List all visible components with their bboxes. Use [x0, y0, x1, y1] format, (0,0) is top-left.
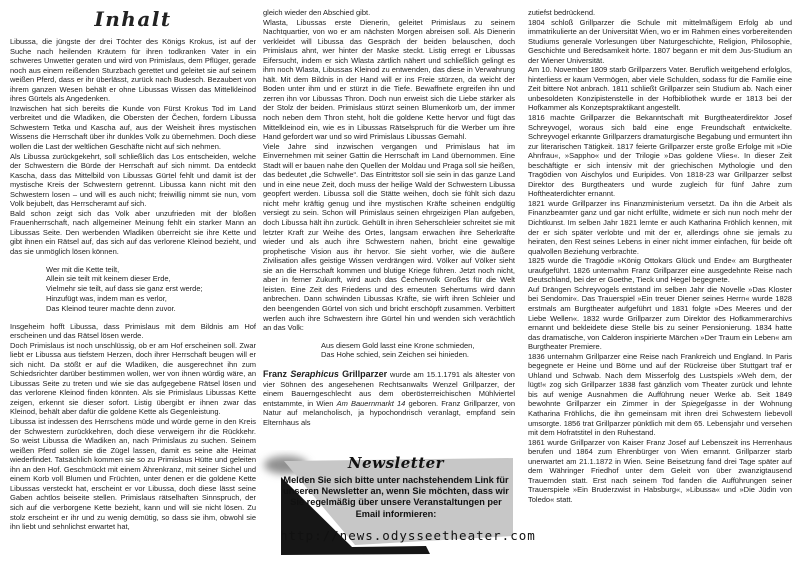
paragraph: 1861 wurde Grillparzer von Kaiser Franz Josef auf Lebenszeit ins Herrenhaus berufen und 1864 zum Ehrenbürger von Wien ernannt. Grillparzer starb unerwartet am 21.1.1872 in Wien. Seine Beisetzung fand drei Tage später auf dem Währinger Friedhof unter dem Geleit von über zwanzigtausend Trauernden statt. Erst nach seinem Tod fanden die Aufführungen seiner Trauerspiele »Ein Bruderzwist in Habsburg«, »Libussa« und »Die Jüdin von Toledo« statt.: [528, 437, 792, 504]
bio-text-italic: Spiegelgasse: [681, 399, 727, 409]
paragraph: Viele Jahre sind inzwischen vergangen und Primislaus hat im Einvernehmen mit seiner Gattin die Herrschaft im Land übernommen. Eine Stadt will er bauen nahe den Quellen der Moldau und Praga soll sie heißen, das bedeutet „die Schwelle“. Das Eintrittstor soll sie sein in das ganze Land und in eine neue Zeit, doch muss der heilige Wald der Schwestern Libussa geopfert werden. Libussa soll die Stätte weihen, doch sie fühlt sich dazu nicht mehr kräftig genug und ihre mystischen Kräfte scheinen endgültig versiegt zu sein. Schon will Primislaus seinen ehrgeizigen Plan aufgeben, doch Libussa hält ihn zurück. Gehüllt in ihren Seherschleier schreitet sie mit letzter Kraft zur Weihe des Ortes, langsam erwachen ihre Seherkräfte wieder und als auch ihre Schwestern nahen, bricht eine gewaltige prophetische Vision aus ihr hervor. Sie sieht vorher, wie die äußere Zivilisation alles geistige Wissen verdrängen wird. Völker auf Völker sieht sie an die Herrschaft kommen und blutige Kriege führen. Jetzt noch nicht, aber in ferner Zukunft, wird auch das Čechenvolk Großes für die Welt leisten. Eine Zeit des Friedens und des erneuten Sehertums wird dann anbrechen. Dann schwinden Libussas Kräfte, sie wirft ihren Schleier und den beengenden Gürtel von sich und bricht erschöpft zusammen. Verbittert werfen auch ihre Schwestern ihre Gürtel hin und wenden sich verächtlich an das Volk:: [263, 141, 515, 333]
poem-line: Wer mit die Kette teilt,: [46, 264, 120, 274]
bio-text: in der Wohnung Katharina Fröhlichs, die ihn gemeinsam mit ihren drei Schwestern liebevoll umsorgte. 1856 trat Grillparzer pünktlich mit dem 65. Lebensjahr und versehen mit dem Hofratstitel in den Ruhestand.: [528, 399, 793, 438]
paragraph: Bald schon zeigt sich das Volk aber unzufrieden mit der bloßen Frauenherrschaft, nach allgemeiner Meinung fehlt ein starker Mann an Libussas Seite. Den werbenden Wladiken überreicht sie ihre Kette und gibt ihnen ein Rätsel auf, das sich auf das verlorene Kleinod bezieht, und das sie unmöglich lösen können.: [10, 208, 256, 257]
poem-line: Das Hohe schied, sein Zeichen sei hinieden.: [321, 350, 470, 360]
paragraph: Inzwischen hat sich bereits die Kunde von Fürst Krokus Tod im Land verbreitet und die Wladiken, die Obersten der Čechen, fordern Libussa Schwestern Tetka und Kascha auf, aus der Weisheit ihres mystischen Wissens die Herrschaft über ihr dunkles Volk zu übernehmen. Doch diese wollen die Last der weltlichen Geschäfte nicht auf sich nehmen.: [10, 103, 256, 152]
bio-text: 1836 unternahm Grillparzer eine Reise nach Frankreich und England. In Paris begegnete er Heine und Börne und auf der Rückreise über Stuttgart traf er Uhland und Schwab. Nach dem Misserfolg des Lustspiels »Weh dem, der lügt!« zog sich Grillparzer 1838 fast gänzlich vom Theater zurück und lehnte bis auf wenige Ausnahmen die Aufführung neuer Werke ab. Seit 1849 bewohnte Grillparzer ein Zimmer in der: [528, 351, 792, 409]
bio-name-part: Grillparzer: [338, 369, 388, 380]
poem-line: Hinzufügt was, indem man es verlor,: [46, 293, 167, 303]
paragraph: 1825 wurde die Tragödie »König Ottokars Glück und Ende« am Burgtheater uraufgeführt. 1826 unternahm Franz Grillparzer eine ausgedehnte Reise nach Deutschland, bei der er Goethe, Tieck und Hegel begegnete.: [528, 256, 792, 285]
bio-text-italic: Am Bauernmarkt 14: [336, 398, 406, 408]
poem-line: Aus diesem Gold lasst eine Krone schmieden,: [321, 340, 475, 350]
paragraph: zutiefst bedrückend.: [528, 8, 596, 17]
poem-line: Allein sie teilt mit keinem dieser Erde,: [46, 274, 171, 284]
paragraph: Insgeheim hofft Libussa, dass Primislaus mit dem Bildnis am Hof erscheinen und das Rätsel lösen werde.: [10, 321, 256, 341]
newsletter-content: [280, 454, 536, 545]
paragraph: Am 10. November 1809 starb Grillparzers Vater. Beruflich weitgehend erfolglos, hinterliess er kaum Vermögen, aber viele Schulden, sodass für die Familie eine Zeit bittere Not anbrach. 1811 schließt Grillparzer sein Studium ab. Nach einer unbesoldeten Konzipistenstelle in der Hofbibliothek wurde er 1813 bei der Hofkammer als Konzeptspraktikant angestellt.: [528, 65, 792, 113]
paragraph: gleich wieder den Abschied gibt.: [263, 8, 371, 17]
poem-line: Vielmehr sie teilt, auf dass sie ganz erst werde;: [46, 284, 203, 294]
grillparzer-bio-intro: [263, 370, 515, 427]
bio-name-part: Seraphicus: [290, 369, 339, 380]
column-right: [528, 8, 792, 504]
paragraph: Als Libussa zurückgekehrt, soll schließlich das Los entscheiden, welche der Schwestern die Bürde der Herrschaft auf sich nimmt. Da entdeckt Kascha, dass das Mittelbild von Libussas Gürtel fehlt und damit ist der mystische Kreis der Schwestern getrennt. Libussa kann nicht mit den Schwestern losen – und will es auch nicht; freiwillig nimmt sie nun, vom Volk bejubelt, das Herrscheramt auf sich.: [10, 151, 256, 209]
bio-text: geboren. Franz Grillparzer, von Natur auf melancholisch, ja hypochondrisch veranlagt, empfand sein Elternhaus als: [263, 398, 515, 427]
paragraph: 1804 schloß Grillparzer die Schule mit mittelmäßigem Erfolg ab und immatrikulierte an der Universität Wien, wo er im Rahmen eines vorbereitenden Studiums generale Vorlesungen über Naturgeschichte, Religion, Philosophie, Geschichte und Beredsamkeit hörte. 1807 begann er mit dem Jus-Studium an der Wiener Universität.: [528, 17, 792, 65]
paragraph: Wlasta, Libussas erste Dienerin, geleitet Primislaus zu seinem Nachtquartier, von wo er am nächsten Morgen abreisen soll. Als Dienerin verkleidet will Libussa das Gespräch der beiden belauschen, doch Primislaus ahnt, wer hinter der Maske steckt. Listig erregt er Libussas Eifersucht, indem er sich Wlasta zärtlich nähert und schließlich gelingt es ihm noch Wlasta, Libussas Kleinod zu entwenden, das diese in Verwahrung hält. Mit dem Bildnis in der Hand will er ins Freie stürzen, da weicht der Boden unter ihm und er stürzt in die Tiefe. Bewaffnete ergreifen ihn und zerren ihn vor Libussas Thron. Doch nun erweist sich die Liebe stärker als der Stolz der beiden. Primislaus stürzt seinen Blumenkorb um, der immer noch neben dem Thron steht, holt die goldene Kette hervor und fügt das Mittelkleinod ein, wie es in Libussas Rätselspruch für die Werber um ihre Hand gefordert war und so wird Primislaus Libussas Gemahl.: [263, 17, 515, 142]
bio-text: wurde am 15.1.1791 als ältester von vier Söhnen des angesehenen Rechtsanwalts Wenzel Grillparzer, der einem Bauerngeschlecht aus dem oberösterreichischen Mühlviertel entstammte, in Wien: [263, 370, 515, 408]
paragraph: 1816 machte Grillparzer die Bekanntschaft mit Burgtheaterdirektor Josef Schreyvogel, woraus sich bald eine enge Freundschaft entwickelte. Schreyvogel erkannte Grillparzers dramaturgische Begabung und ermuntert ihn zur literarischen Tätigkeit. 1817 feierte Grillparzer erste große Erfolge mit »Die Ahnfrau«, »Sappho« und der Trilogie »Das goldene Vlies«. In dieser Zeit beschäftigte er sich intensiv mit der griechischen Mythologie und den Tragödien von Aischylos und Euripides. Von 1818-23 war Grillparzer selbst Direktor des Burgtheaters und wurde zugleich für fünf Jahre zum Hoftheaterdichter ernannt.: [528, 113, 792, 199]
paragraph: [528, 352, 792, 438]
page-title: Inhalt: [94, 7, 172, 31]
crown-poem: [321, 341, 515, 361]
paragraph: Libussa, die jüngste der drei Töchter des Königs Krokus, ist auf der Suche nach heilenden Kräutern für ihren todkranken Vater in ein schweres Unwetter geraten und wird von Primislaus, dem Pflüger, gerade noch aus einem reißenden Sturzbach gerettet und geleitet sie auf seinem weißen Pferd, dass er ihr überlässt, zurück nach Budesch. Bezaubert von ihrem ganzen Wesen behält er ohne Libussas Wissen das Mittelkleinod ihres Gürtels als Angedenken.: [10, 37, 256, 104]
bio-name-part: Franz: [263, 369, 291, 380]
poem-line: Das Kleinod teurer machte denn zuvor.: [46, 303, 176, 313]
riddle-poem: [46, 265, 256, 314]
paragraph: Libussa ist indessen des Herrschens müde und würde gerne in den Kreis der Schwestern zurückkehren, doch diese verweigern ihr die Rückkehr. So weist Libussa die Wladiken an, nach Primislaus zu suchen. Seinem weißen Pferd sollen sie die Zügel lassen, damit es seine alte Heimat wiederfindet. Tatsächlich kommen sie so zu Primislaus Hütte und geleiten ihn an den Hof. Geschmückt mit einem Ährenkranz, mit seiner Sichel und einem Korb voll Blumen und Früchten, unter denen er die goldene Kette Libussas versteckt hat, erscheint er vor Libussa, doch diese lässt seine Gaben achtlos beiseite stellen. Primislaus rätselhaften Sinnspruch, der sich auf die verborgene Kette bezieht, kann und will sie nicht lösen. Zu stolz erscheint er ihr und zu wenig demütig, so dass sie ihm, obwohl sie ihn liebt und sehnlichst erwartet hat,: [10, 417, 256, 532]
newsletter-link[interactable]: http://news.odysseetheater.com: [280, 527, 536, 543]
paragraph: Auf Drängen Schreyvogels entstand im selben Jahr die Novelle »Das Kloster bei Sendomir«. Das Trauerspiel »Ein treuer Diener seines Herrn« wurde 1828 erstmals am Burgtheater aufgeführt und 1831 folgte »Des Meeres und der Liebe Wellen«. 1832 wurde Grillparzer zum Direktor des Hofkammerarchivs ernannt und bekleidete diese Stelle bis zu seiner Pensionierung. 1834 hatte das dramatische, von Calderon inspirierte Märchen »Der Traum ein Leben« am Burgtheater Premiere.: [528, 284, 792, 352]
newsletter-body: Melden Sie sich bitte unter nachstehendem Link für unseren Newsletter an, wenn Sie möchten, dass wir Sie regelmäßig über unsere Veranstaltungen per Email informieren:: [283, 475, 509, 519]
paragraph: Doch Primislaus ist noch unschlüssig, ob er am Hof erscheinen soll. Zwar liebt er Libussa aus tiefstem Herzen, doch ihrer Herrschaft beugen will er sich nicht. Da stößt er auf die Wladiken, die ausgerechnet ihn zum Schiedsrichter darüber bestimmen wollen, wer von ihnen würdig wäre, an Libussas Seite zu treten und wie sie das aufgegebene Rätsel lösen und das verlorene Kleinod finden könnten. Als sie Primislaus Libussas Kette zeigen, erkennt sie dieser sofort. Listig übergibt er ihnen zwar das Kleinod, behält aber dafür die goldene Kette als Gegenleistung.: [10, 340, 256, 417]
column-middle: [263, 8, 515, 427]
column-left: [10, 8, 256, 532]
newsletter-title: Newsletter: [347, 454, 445, 472]
paragraph: 1821 wurde Grillparzer ins Finanzministerium versetzt. Da ihn die Arbeit als Finanzbeamter ganz und gar nicht erfüllte, widmete er sich nun noch mehr der Dichtkunst. Im selben Jahr 1821 lernte er auch Katharina Fröhlich kennen, mit der er sich später verlobte und mit der er, allerdings ohne sie jemals zu heiraten, den Rest seines Lebens in einer nicht immer einfachen, für beide oft qualvollen Beziehung verbrachte.: [528, 198, 792, 256]
